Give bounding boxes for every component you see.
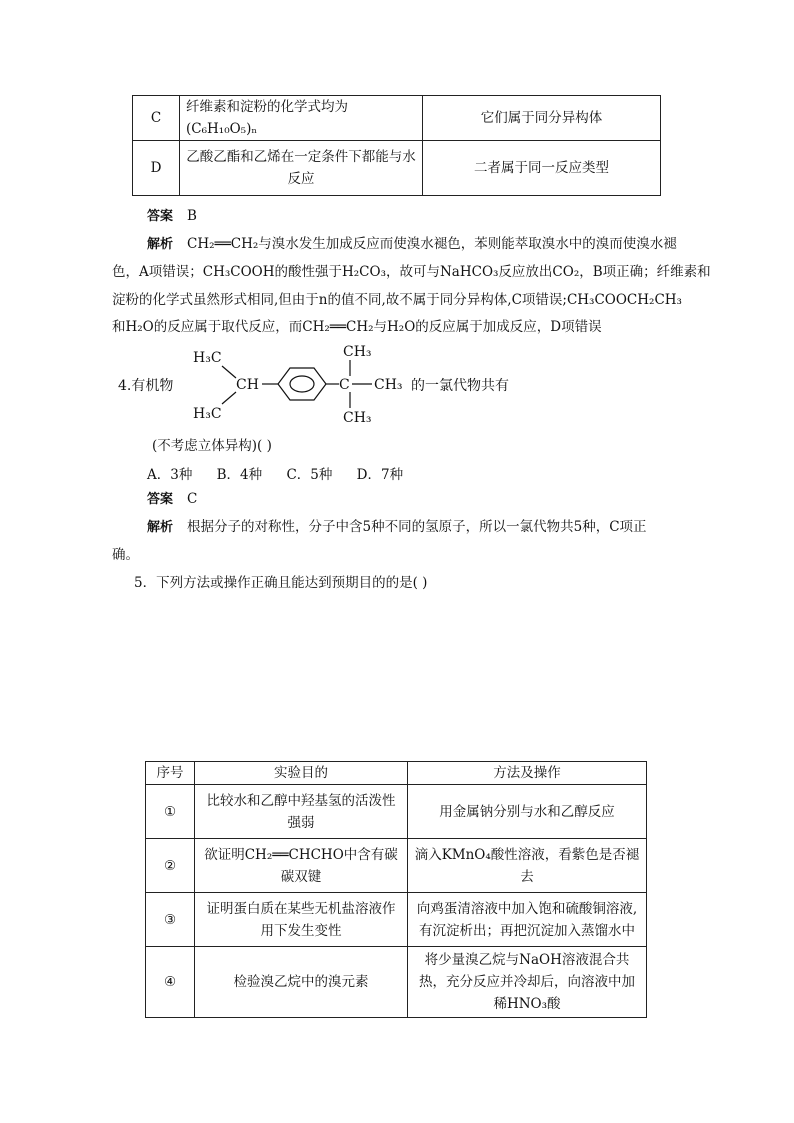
row-purpose: 比较水和乙醇中羟基氢的活泼性强弱 <box>195 785 408 839</box>
analysis-label: 解析 <box>147 237 174 252</box>
row-conclusion: 它们属于同分异构体 <box>423 96 661 141</box>
table-header-row <box>146 762 647 785</box>
answer-value: C <box>187 491 198 507</box>
row-purpose: 证明蛋白质在某些无机盐溶液作用下发生变性 <box>195 893 408 947</box>
bond-top-left <box>222 366 236 378</box>
bond-bottom-left <box>222 392 236 404</box>
row-method: 将少量溴乙烷与NaOH溶液混合共热，充分反应并冷却后，向溶液中加稀HNO₃酸 <box>408 947 647 1018</box>
h3c-top: H₃C <box>193 350 222 366</box>
q3-analysis-line: 淀粉的化学式虽然形式相同,但由于n的值不同,故不属于同分异构体,C项错误;CH₃COOCH₂CH₃ <box>112 292 682 308</box>
header-method: 方法及操作 <box>408 762 647 785</box>
row-method: 滴入KMnO₄酸性溶液，看紫色是否褪去 <box>408 839 647 893</box>
table-row <box>146 947 647 1018</box>
q4-analysis-line: 确。 <box>112 547 139 563</box>
table-row <box>146 785 647 839</box>
benzene-ring <box>278 368 326 400</box>
c-label: C <box>339 377 350 393</box>
benzene-circle <box>290 376 314 392</box>
q3-analysis-line: 色，A项错误；CH₃COOH的酸性强于H₂CO₃，故可与NaHCO₃反应放出CO₂，B项正确；纤维素和 <box>112 264 711 280</box>
options-table <box>132 95 661 196</box>
q3-analysis-line: 解析 CH₂══CH₂与溴水发生加成反应而使溴水褪色，苯则能萃取溴水中的溴而使溴水褪 <box>147 236 677 252</box>
q4-analysis-line: 解析 根据分子的对称性，分子中含5种不同的氢原子，所以一氯代物共5种，C项正 <box>147 519 647 535</box>
row-conclusion: 二者属于同一反应类型 <box>423 141 661 196</box>
option-d: D．7种 <box>356 467 404 483</box>
row-num: ① <box>146 785 195 839</box>
row-method: 用金属钠分别与水和乙醇反应 <box>408 785 647 839</box>
row-statement: 纤维素和淀粉的化学式均为(C₆H₁₀O₅)ₙ <box>180 96 423 141</box>
answer-value: B <box>187 208 197 224</box>
q4-answer <box>147 489 727 510</box>
q4-number: 4.有机物 <box>118 378 174 394</box>
table-row <box>133 96 661 141</box>
option-a: A．3种 <box>147 467 193 483</box>
q4-options <box>147 463 403 483</box>
q5-question: 5．下列方法或操作正确且能达到预期目的的是( ) <box>134 575 428 591</box>
row-num: ③ <box>146 893 195 947</box>
q3-analysis-line: 和H₂O的反应属于取代反应，而CH₂══CH₂与H₂O的反应属于加成反应，D项错误 <box>112 319 602 335</box>
row-num: ④ <box>146 947 195 1018</box>
table-row <box>133 141 661 196</box>
analysis-label: 解析 <box>147 520 174 535</box>
row-label: C <box>133 96 180 141</box>
experiment-table <box>145 761 647 1018</box>
q3-answer <box>147 206 727 227</box>
header-num: 序号 <box>146 762 195 785</box>
q4-note: (不考虑立体异构)( ) <box>152 438 272 454</box>
ch3-bottom: CH₃ <box>343 410 372 426</box>
row-method: 向鸡蛋清溶液中加入饱和硫酸铜溶液,有沉淀析出；再把沉淀加入蒸馏水中 <box>408 893 647 947</box>
row-label: D <box>133 141 180 196</box>
row-num: ② <box>146 839 195 893</box>
h3c-bottom: H₃C <box>193 406 222 422</box>
ch-label: CH <box>236 377 259 393</box>
row-purpose: 欲证明CH₂══CHCHO中含有碳碳双键 <box>195 839 408 893</box>
ch3-right: CH₃ <box>374 377 403 393</box>
option-b: B．4种 <box>216 467 263 483</box>
ch3-top: CH₃ <box>343 344 372 360</box>
header-purpose: 实验目的 <box>195 762 408 785</box>
row-purpose: 检验溴乙烷中的溴元素 <box>195 947 408 1018</box>
answer-label: 答案 <box>147 209 174 224</box>
row-statement: 乙酸乙酯和乙烯在一定条件下都能与水反应 <box>180 141 423 196</box>
table-row <box>146 839 647 893</box>
q4-suffix: 的一氯代物共有 <box>411 378 509 394</box>
table-row <box>146 893 647 947</box>
option-c: C．5种 <box>286 467 333 483</box>
answer-label: 答案 <box>147 492 174 507</box>
